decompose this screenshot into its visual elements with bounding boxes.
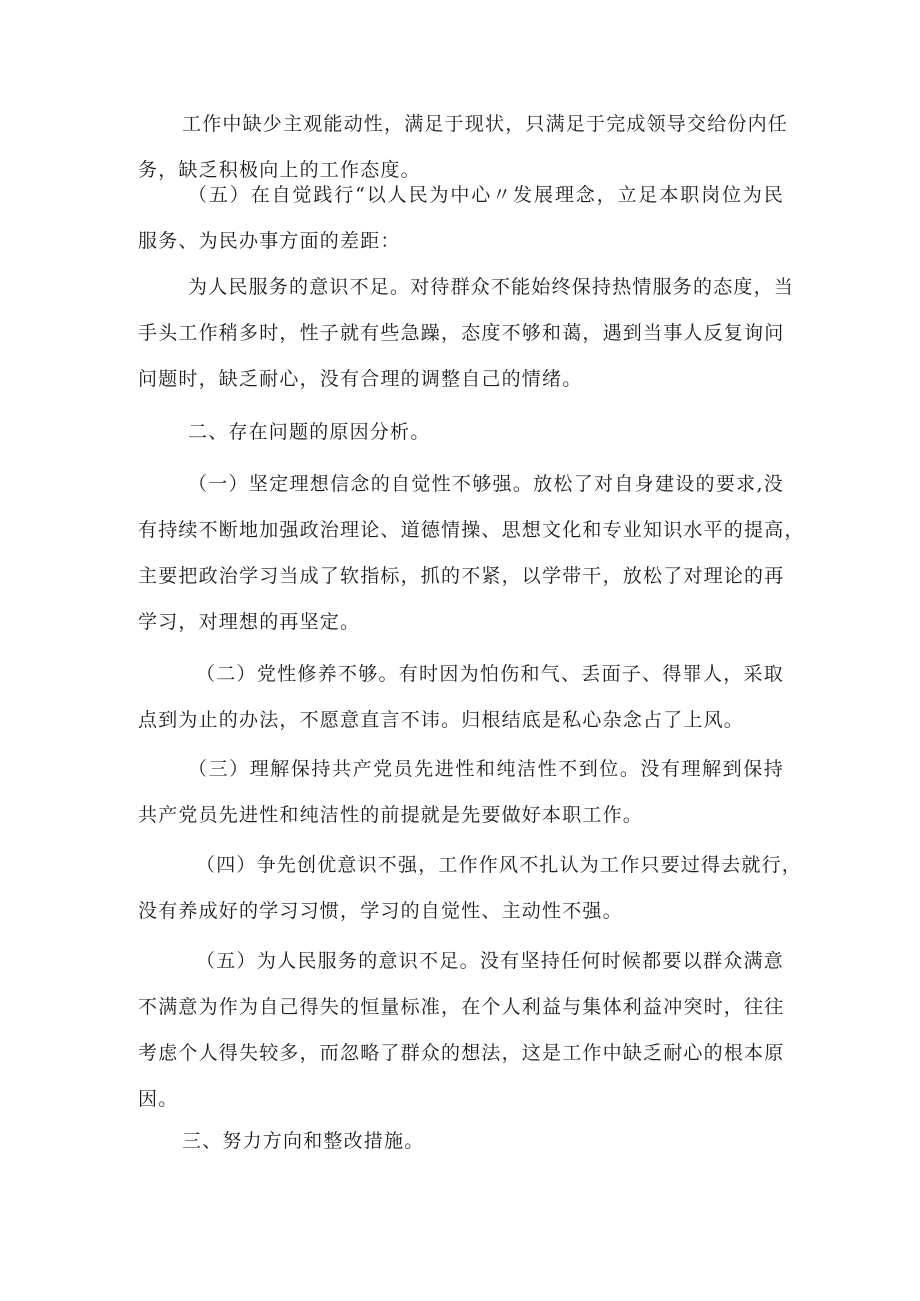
paragraph-line: 务，缺乏积极向上的工作态度。 [138, 159, 421, 181]
paragraph-line: 二、存在问题的原因分析。 [188, 421, 431, 443]
paragraph-cause-three-advanced-nature [138, 746, 784, 838]
paragraph-cause-two-party-spirit [138, 651, 784, 743]
paragraph-line: 服务、为民办事方面的差距： [138, 230, 401, 252]
paragraph-heading-five-people-centered [138, 172, 784, 264]
paragraph-cause-one-ideals [138, 461, 805, 645]
paragraph-line: （三）理解保持共产党员先进性和纯洁性不到位。没有理解到保持 [188, 758, 784, 780]
paragraph-line: 有持续不断地加强政治理论、道德情操、思想文化和专业知识水平的提高， [138, 519, 805, 541]
paragraph-line: 主要把政治学习当成了软指标，抓的不紧，以学带干，放松了对理论的再 [138, 565, 785, 587]
paragraph-line: 点到为止的办法，不愿意直言不讳。归根结底是私心杂念占了上风。 [138, 709, 745, 731]
paragraph-line: （五）为人民服务的意识不足。没有坚持任何时候都要以群众满意 [196, 950, 784, 972]
paragraph-line: （五）在自觉践行“以人民为中心〃发展理念，立足本职岗位为民 [188, 184, 784, 206]
paragraph-cause-four-excellence [138, 842, 803, 934]
paragraph-line: 为人民服务的意识不足。对待群众不能始终保持热情服务的态度，当 [188, 276, 795, 298]
section-heading-cause-analysis [138, 409, 784, 455]
paragraph-line: 问题时，缺乏耐心，没有合理的调整自己的情绪。 [138, 368, 583, 390]
paragraph-line: 三、努力方向和整改措施。 [182, 1130, 425, 1152]
paragraph-line: 工作中缺少主观能动性，满足于现状，只满足于完成领导交给份内任 [182, 113, 789, 135]
paragraph-line: （二）党性修养不够。有时因为怕伤和气、丢面子、得罪人，采取 [196, 663, 784, 685]
paragraph-line: （四）争先创优意识不强，工作作风不扎认为工作只要过得去就行， [196, 854, 803, 876]
paragraph-line: 因。 [138, 1088, 179, 1110]
paragraph-line: 手头工作稍多时，性子就有些急躁，态度不够和蔼，遇到当事人反复询问 [138, 322, 785, 344]
paragraph-line: 没有养成好的学习习惯，学习的自觉性、主动性不强。 [138, 900, 623, 922]
paragraph-service-awareness [138, 264, 795, 402]
paragraph-line: （一）坚定理想信念的自觉性不够强。放松了对自身建设的要求,没 [188, 473, 784, 495]
paragraph-cause-five-service [138, 938, 784, 1122]
paragraph-line: 考虑个人得失较多，而忽略了群众的想法，这是工作中缺乏耐心的根本原 [138, 1042, 785, 1064]
paragraph-line: 不满意为作为自己得失的恒量标准，在个人利益与集体利益冲突时，往往 [138, 996, 785, 1018]
paragraph-line: 学习，对理想的再坚定。 [138, 611, 361, 633]
paragraph-line: 共产党员先进性和纯洁性的前提就是先要做好本职工作。 [138, 804, 644, 826]
section-heading-rectification [138, 1118, 784, 1164]
